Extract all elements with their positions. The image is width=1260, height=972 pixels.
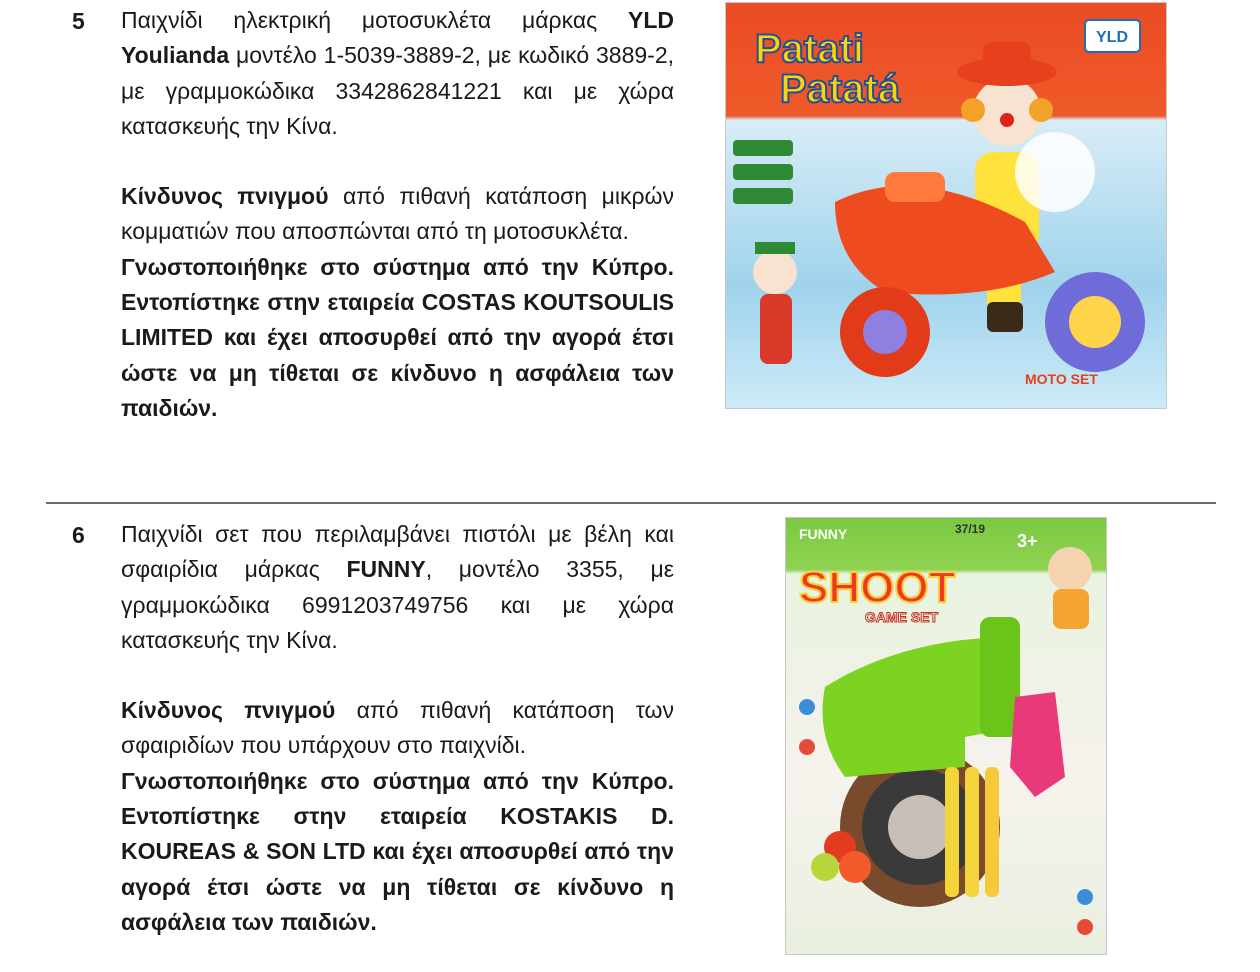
svg-text:Patati: Patati — [755, 27, 864, 71]
notification-statement: Γνωστοποιήθηκε στο σύστημα από την Κύπρο. Εντοπίστηκε στην εταιρεία KOSTAKIS D. KOUREAS & SON LTD και έχει αποσυρθεί από την αγορά έτσι ώστε να μη τίθεται σε κίνδυνο η ασφάλεια των παιδιών. — [121, 767, 674, 935]
brand-name: YLD Youlianda — [121, 7, 674, 69]
entry-text — [121, 3, 674, 426]
svg-text:GAME SET: GAME SET — [865, 609, 939, 625]
svg-text:Patatá: Patatá — [780, 67, 901, 111]
risk-label: Κίνδυνος πνιγμού — [121, 697, 336, 724]
product-description: Παιχνίδι σετ που περιλαμβάνει πιστόλι με βέλη και σφαιρίδια μάρκας FUNNY, μοντέλο 3355, με γραμμοκώδικα 6991203749756 και με χώρα κατασκευής την Κίνα. — [121, 521, 674, 653]
entry-text — [121, 517, 674, 940]
entry-number: 5 — [72, 8, 85, 34]
risk-statement: Κίνδυνος πνιγμού από πιθανή κατάποση των σφαιριδίων που υπάρχουν στο παιχνίδι. — [121, 697, 674, 759]
company-name: KOSTAKIS D. KOUREAS & SON LTD — [121, 803, 674, 865]
svg-text:37/19: 37/19 — [955, 522, 986, 536]
product-image-motorcycle — [725, 2, 1167, 409]
svg-text:FUNNY: FUNNY — [799, 526, 848, 542]
entry-number: 6 — [72, 522, 85, 548]
company-name: COSTAS KOUTSOULIS LIMITED — [121, 289, 674, 351]
svg-text:MOTO SET: MOTO SET — [1025, 371, 1098, 387]
notification-statement: Γνωστοποιήθηκε στο σύστημα από την Κύπρο. Εντοπίστηκε στην εταιρεία COSTAS KOUTSOULIS LIMITED και έχει αποσυρθεί από την αγορά έτσι ώστε να μη τίθεται σε κίνδυνο η ασφάλεια των παιδιών. — [121, 253, 674, 421]
svg-text:YLD: YLD — [1096, 29, 1128, 46]
product-description: Παιχνίδι ηλεκτρική μοτοσυκλέτα μάρκας YLD Youlianda μοντέλο 1-5039-3889-2, με κωδικό 3889-2, με γραμμοκώδικα 3342862841221 και με χώρα κατασκευής την Κίνα. — [121, 7, 674, 139]
risk-statement: Κίνδυνος πνιγμού από πιθανή κατάποση μικρών κομματιών που αποσπώνται από τη μοτοσυκλέτα. — [121, 183, 674, 245]
svg-text:SHOOT: SHOOT — [799, 563, 956, 612]
risk-label: Κίνδυνος πνιγμού — [121, 183, 329, 210]
svg-text:3+: 3+ — [1017, 531, 1038, 551]
section-divider — [46, 502, 1216, 504]
brand-name: FUNNY — [346, 556, 426, 583]
product-image-gun-set — [785, 517, 1107, 955]
